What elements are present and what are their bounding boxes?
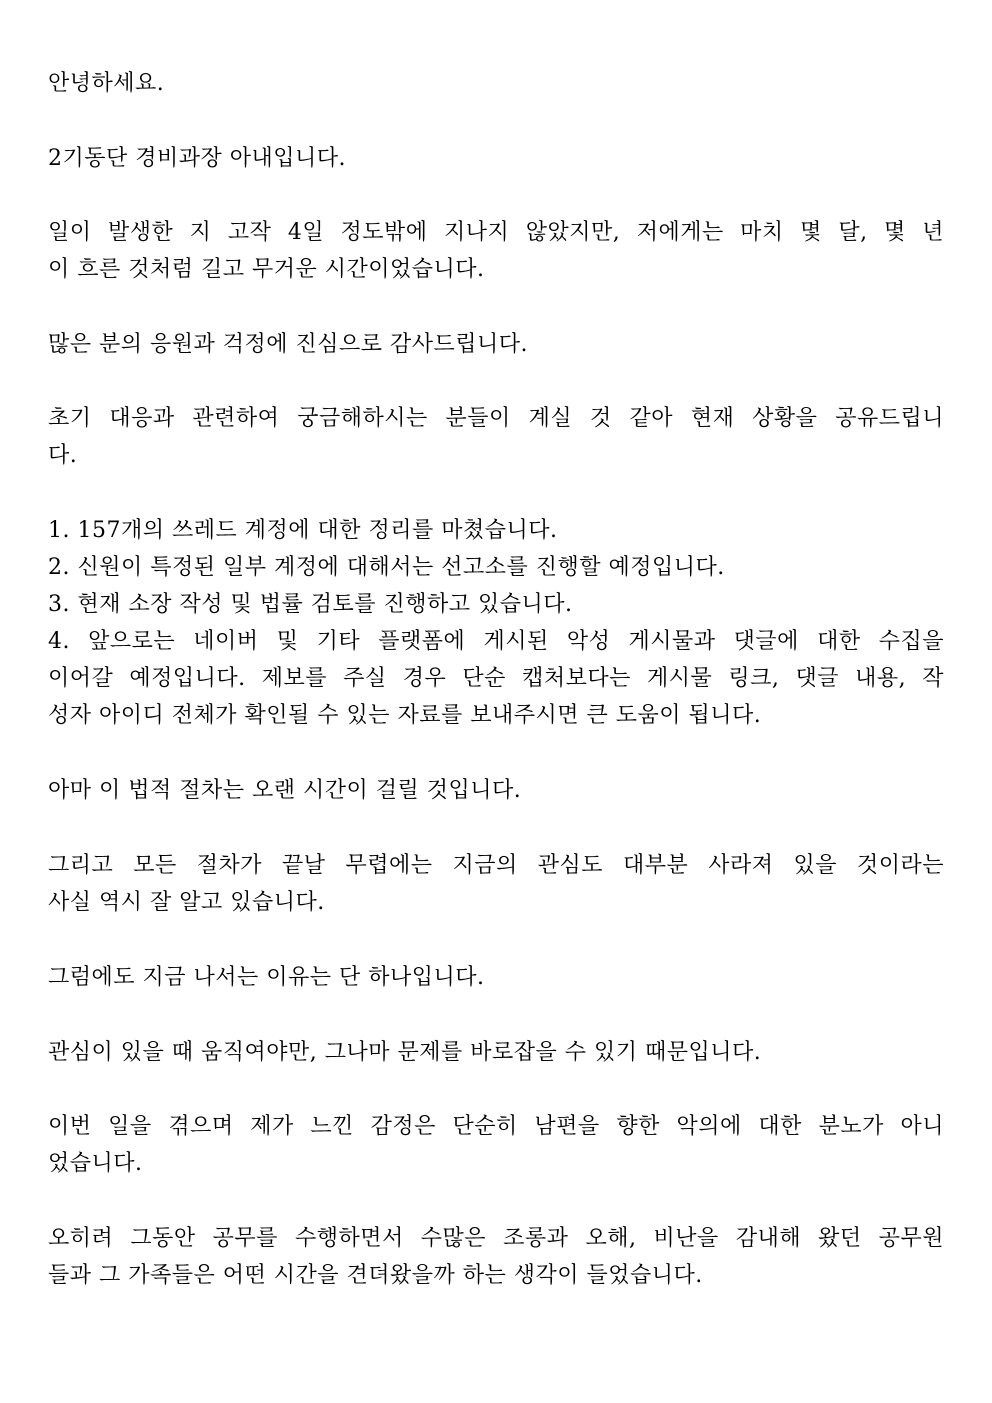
greeting-line: 안녕하세요.: [48, 71, 165, 96]
paragraph-7-line-2: 었습니다.: [48, 1151, 143, 1176]
list-item-4-line-2: 이어갈 예정입니다. 제보를 주실 경우 단순 캡처보다는 게시물 링크, 댓글 내용, 작: [48, 666, 944, 691]
list-item-1: 1. 157개의 쓰레드 계정에 대한 정리를 마쳤습니다.: [48, 518, 558, 543]
paragraph-4-line-2: 사실 역시 잘 알고 있습니다.: [48, 890, 325, 915]
paragraph-4-line-1: 그리고 모든 절차가 끝날 무렵에는 지금의 관심도 대부분 사라져 있을 것이라는: [48, 853, 944, 878]
paragraph-8-line-2: 들과 그 가족들은 어떤 시간을 견뎌왔을까 하는 생각이 들었습니다.: [48, 1263, 703, 1288]
list-item-4-line-1: 4. 앞으로는 네이버 및 기타 플랫폼에 게시된 악성 게시물과 댓글에 대한 수집을: [48, 629, 944, 654]
intro-line: 2기동단 경비과장 아내입니다.: [48, 146, 347, 171]
thanks-line: 많은 분의 응원과 걱정에 진심으로 감사드립니다.: [48, 332, 529, 357]
paragraph-1-line-1: 일이 발생한 지 고작 4일 정도밖에 지나지 않았지만, 저에게는 마치 몇 달, 몇 년: [48, 220, 944, 245]
paragraph-6-line: 관심이 있을 때 움직여야만, 그나마 문제를 바로잡을 수 있기 때문입니다.: [48, 1040, 762, 1065]
paragraph-8-line-1: 오히려 그동안 공무를 수행하면서 수많은 조롱과 오해, 비난을 감내해 왔던 공무원: [48, 1226, 944, 1251]
list-item-3: 3. 현재 소장 작성 및 법률 검토를 진행하고 있습니다.: [48, 592, 573, 617]
paragraph-2-line-2: 다.: [48, 443, 78, 468]
paragraph-3-line: 아마 이 법적 절차는 오랜 시간이 걸릴 것입니다.: [48, 778, 522, 803]
paragraph-5-line: 그럼에도 지금 나서는 이유는 단 하나입니다.: [48, 965, 485, 990]
list-item-4-line-3: 성자 아이디 전체가 확인될 수 있는 자료를 보내주시면 큰 도움이 됩니다.: [48, 703, 762, 728]
paragraph-1-line-2: 이 흐른 것처럼 길고 무거운 시간이었습니다.: [48, 257, 485, 282]
paragraph-2-line-1: 초기 대응과 관련하여 궁금해하시는 분들이 계실 것 같아 현재 상황을 공유드립니: [48, 406, 944, 431]
paragraph-7-line-1: 이번 일을 겪으며 제가 느낀 감정은 단순히 남편을 향한 악의에 대한 분노가 아니: [48, 1114, 944, 1139]
list-item-2: 2. 신원이 특정된 일부 계정에 대해서는 선고소를 진행할 예정입니다.: [48, 555, 725, 580]
